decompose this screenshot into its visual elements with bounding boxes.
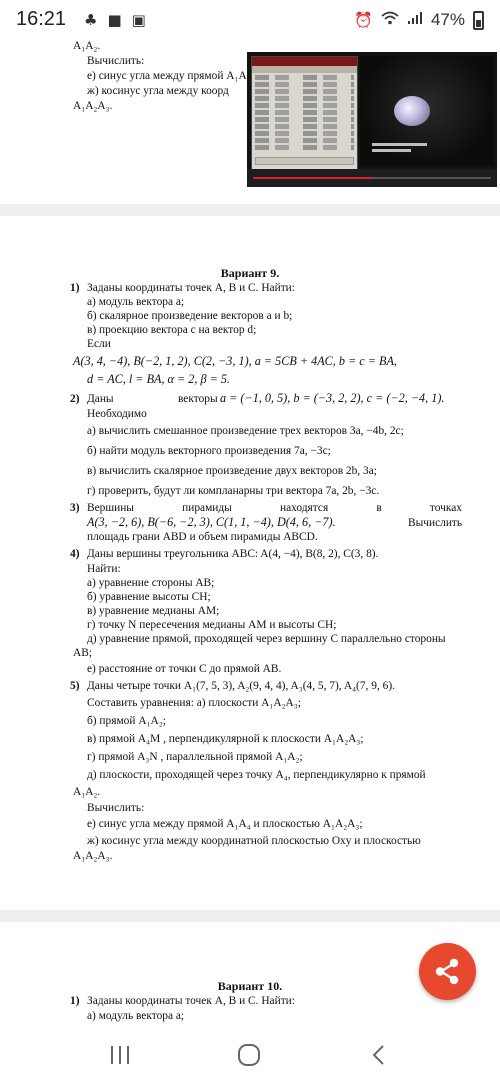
text-line: Вычислить: — [87, 802, 145, 814]
share-icon — [419, 943, 476, 1000]
video-app-window — [251, 56, 358, 184]
text-word: находятся — [279, 502, 329, 514]
text-line: A₁A₂A₃. — [73, 850, 113, 862]
battery-percent: 47% — [430, 10, 465, 29]
text-line: б) прямой A₁A₂; — [87, 715, 166, 727]
home-icon — [236, 1043, 262, 1067]
recent-apps-button[interactable] — [107, 1043, 133, 1067]
problem-number: 1) — [70, 282, 80, 294]
text-line: площадь грани ABD и объем пирамиды ABCD. — [87, 531, 318, 543]
text-line: Составить уравнения: а) плоскости A₁A₂A₃; — [87, 697, 301, 709]
page-divider — [0, 204, 500, 216]
clock: 16:21 — [16, 8, 67, 30]
text-line: г) проверить, будут ли компланарны три вектора 7a, 2b, −3c. — [87, 485, 380, 497]
text-line: Если — [87, 338, 111, 350]
variant-title: Вариант 9. — [220, 266, 280, 280]
text-line: е) синус угла между прямой A₁A — [87, 70, 247, 82]
text-line: в) прямой A₄M , перпендикулярной к плоскости A₁A₂A₃; — [87, 733, 364, 745]
text-line: Даны — [87, 393, 114, 405]
text-line: Необходимо — [87, 408, 147, 420]
text-line: ж) косинус угла между координатной плоскостью Oxy и плоскостью — [87, 835, 421, 847]
text-word: в — [376, 502, 382, 514]
text-line: в) проекцию вектора c на вектор d; — [87, 324, 257, 336]
wifi-icon — [381, 11, 399, 29]
text-word: Вершины — [87, 502, 134, 514]
problem-number: 5) — [70, 680, 80, 692]
chip-image — [394, 96, 430, 126]
problem-number: 1) — [70, 995, 80, 1007]
text-line: б) найти модуль векторного произведения 7a, −3c; — [87, 445, 331, 457]
problem-number: 3) — [70, 502, 80, 514]
text-line: е) синус угла между прямой A₁A₄ и плоскостью A₁A₂A₃; — [87, 818, 363, 830]
video-preview — [360, 56, 493, 166]
variant-title: Вариант 10. — [217, 979, 283, 993]
text-line: а) модуль вектора a; — [87, 1010, 185, 1022]
text-line: Вычислить — [408, 517, 463, 529]
back-icon — [366, 1043, 392, 1067]
text-line: б) уравнение высоты CH; — [87, 591, 211, 603]
text-line: A₁A₂A₃. — [73, 100, 113, 112]
battery-icon — [473, 11, 484, 30]
formula-line: A(3, −2, 6), B(−6, −2, 3), C(1, 1, −4), D(4, 6, −7). — [87, 515, 336, 529]
text-line: е) расстояние от точки C до прямой AB. — [87, 663, 282, 675]
text-line: векторы — [178, 393, 218, 405]
text-line: A₁A₂. — [73, 40, 101, 52]
home-button[interactable] — [236, 1043, 262, 1067]
text-line: а) уравнение стороны AB; — [87, 577, 215, 589]
alarm-icon: ⏰ — [354, 11, 373, 29]
text-line: Вычислить: — [87, 55, 145, 67]
navigation-bar — [0, 1028, 500, 1083]
text-line: Заданы координаты точек А, В и С. Найти: — [87, 282, 295, 294]
text-line: в) уравнение медианы AM; — [87, 605, 220, 617]
text-line: Даны вершины треугольника ABC: A(4, −4), B(8, 2), C(3, 8). — [87, 548, 379, 560]
text-line: Найти: — [87, 563, 121, 575]
text-line: д) плоскости, проходящей через точку A₄, перпендикулярно к прямой — [87, 769, 426, 781]
back-button[interactable] — [366, 1043, 392, 1067]
video-progress-bar[interactable] — [253, 177, 491, 179]
folder-icon: ■ — [107, 11, 122, 29]
text-line: д) уравнение прямой, проходящей через вершину C параллельно стороны — [87, 633, 446, 645]
recent-apps-icon — [107, 1043, 133, 1067]
text-line: AB; — [73, 647, 92, 659]
justified-line — [87, 502, 462, 516]
text-line: в) вычислить скалярное произведение двух векторов 2b, 3a; — [87, 465, 377, 477]
text-line: г) точку N пересечения медианы AM и высоты CH; — [87, 619, 337, 631]
text-line: г) прямой A₃N , параллельной прямой A₁A₂; — [87, 751, 303, 763]
app-notification-icon: ♣ — [84, 11, 98, 29]
page-divider — [0, 910, 500, 922]
formula-line: d = AC, l = BA, α = 2, β = 5. — [87, 372, 230, 386]
share-button[interactable] — [419, 943, 476, 1000]
text-line: а) модуль вектора a; — [87, 296, 185, 308]
embedded-video[interactable] — [247, 52, 497, 187]
signal-icon — [407, 11, 423, 29]
formula-line: a = (−1, 0, 5), b = (−3, 2, 2), c = (−2, −4, 1). — [220, 391, 445, 405]
text-word: пирамиды — [182, 502, 232, 514]
text-line: ж) косинус угла между коорд — [87, 85, 229, 97]
notification-icons — [84, 11, 146, 29]
problem-number: 2) — [70, 393, 80, 405]
document-page-variant-9 — [0, 216, 500, 910]
text-line: б) скалярное произведение векторов a и b; — [87, 310, 293, 322]
system-icons — [354, 10, 484, 30]
text-line: Заданы координаты точек А, В и С. Найти: — [87, 995, 295, 1007]
formula-line: A(3, 4, −4), B(−2, 1, 2), C(2, −3, 1), a = 5CB + 4AC, b = c = BA, — [73, 354, 397, 368]
text-word: точках — [429, 502, 462, 514]
text-line: а) вычислить смешанное произведение трех векторов 3a, −4b, 2c; — [87, 425, 404, 437]
problem-number: 4) — [70, 548, 80, 560]
video-controls — [247, 169, 497, 187]
text-line: Даны четыре точки A₁(7, 5, 3), A₂(9, 4, 4), A₃(4, 5, 7), A₄(7, 9, 6). — [87, 680, 395, 692]
gallery-icon: ▣ — [131, 11, 146, 29]
status-bar — [0, 0, 500, 40]
text-line: A₁A₂. — [73, 786, 101, 798]
